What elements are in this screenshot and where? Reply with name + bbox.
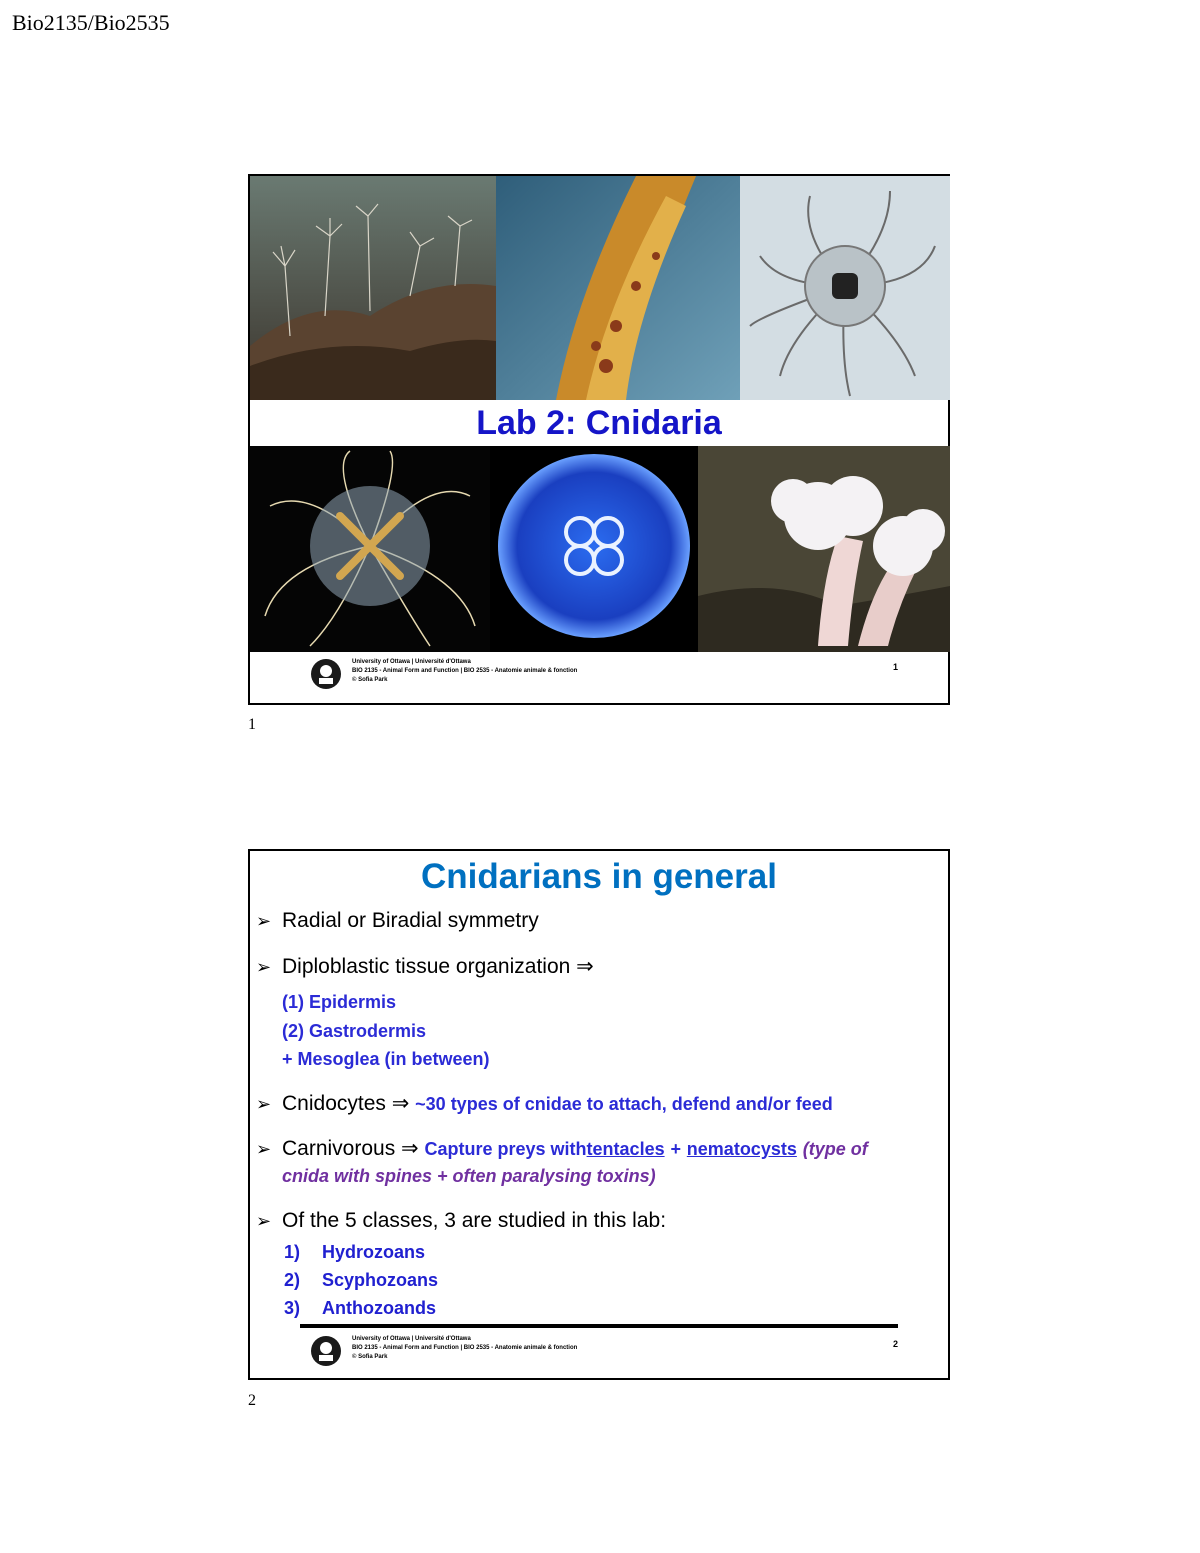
slide-2-title: Cnidarians in general	[421, 857, 777, 896]
slide-2	[248, 849, 950, 1380]
nematocysts-term: nematocysts	[686, 1139, 797, 1159]
bullet-classes: ➢ Of the 5 classes, 3 are studied in this lab:	[256, 1209, 667, 1232]
footer-text	[352, 658, 577, 685]
footer-line-2: BIO 2135 - Animal Form and Function | BIO 2535 - Anatomie animale & fonction	[352, 1345, 578, 1351]
bullet-arrow-icon: ➢	[256, 911, 272, 931]
slide-1-number: 1	[248, 716, 256, 733]
page-header: Bio2135/Bio2535	[12, 10, 170, 35]
carnivorous-continuation: cnida with spines + often paralysing toxins)	[282, 1166, 656, 1186]
slide-1-title-band	[250, 400, 948, 446]
slide-1	[248, 174, 950, 705]
class-item-hydrozoans: 1) Hydrozoans	[284, 1242, 426, 1262]
slide-1-footer	[310, 652, 898, 696]
footer-line-3: © Sofia Park	[352, 677, 388, 683]
footer-divider	[300, 1324, 898, 1328]
scyphozoan-jellyfish-photo	[250, 446, 490, 652]
slide-2-footer	[310, 1329, 898, 1373]
footer-text	[352, 1335, 577, 1362]
sub-mesoglea: + Mesoglea (in between)	[282, 1049, 490, 1069]
footer-line-1: University of Ottawa | Université d'Ottawa	[352, 1336, 471, 1342]
sea-anemone-photo	[698, 446, 950, 652]
footer-slide-number: 2	[892, 1339, 898, 1349]
bullet-arrow-icon: ➢	[256, 1211, 272, 1231]
bullet-arrow-icon: ➢	[256, 957, 272, 977]
hydromedusa-photo	[740, 176, 950, 400]
class-item-anthozoands: 3) Anthozoands	[284, 1298, 436, 1318]
university-crest-icon	[310, 658, 342, 690]
sub-gastrodermis: (2) Gastrodermis	[282, 1021, 427, 1041]
bullet-arrow-icon: ➢	[256, 1139, 272, 1159]
bullet-carnivorous: ➢ Carnivorous ⇒ Capture preys withtentacles + nematocysts (type of	[256, 1137, 868, 1160]
bullet-diploblastic: ➢ Diploblastic tissue organization ⇒	[256, 955, 594, 978]
university-crest-icon	[310, 1335, 342, 1367]
moon-jellyfish-photo	[490, 446, 698, 652]
slide-1-title: Lab 2: Cnidaria	[476, 404, 722, 442]
footer-slide-number: 1	[892, 662, 898, 672]
bullet-symmetry: ➢ Radial or Biradial symmetry	[256, 909, 539, 932]
bullet-cnidocytes: ➢ Cnidocytes ⇒ ~30 types of cnidae to attach, defend and/or feed	[256, 1092, 833, 1115]
class-item-scyphozoans: 2) Scyphozoans	[284, 1270, 439, 1290]
tentacles-term: tentacles	[586, 1139, 665, 1159]
footer-line-1: University of Ottawa | Université d'Ottawa	[352, 659, 471, 665]
slide-2-number: 2	[248, 1392, 256, 1409]
footer-line-2: BIO 2135 - Animal Form and Function | BIO 2535 - Anatomie animale & fonction	[352, 668, 578, 674]
bullet-arrow-icon: ➢	[256, 1094, 272, 1114]
sub-epidermis: (1) Epidermis	[282, 992, 397, 1012]
footer-line-3: © Sofia Park	[352, 1354, 388, 1360]
hydroid-colony-photo	[496, 176, 740, 400]
hydroid-polyps-photo	[250, 176, 496, 400]
